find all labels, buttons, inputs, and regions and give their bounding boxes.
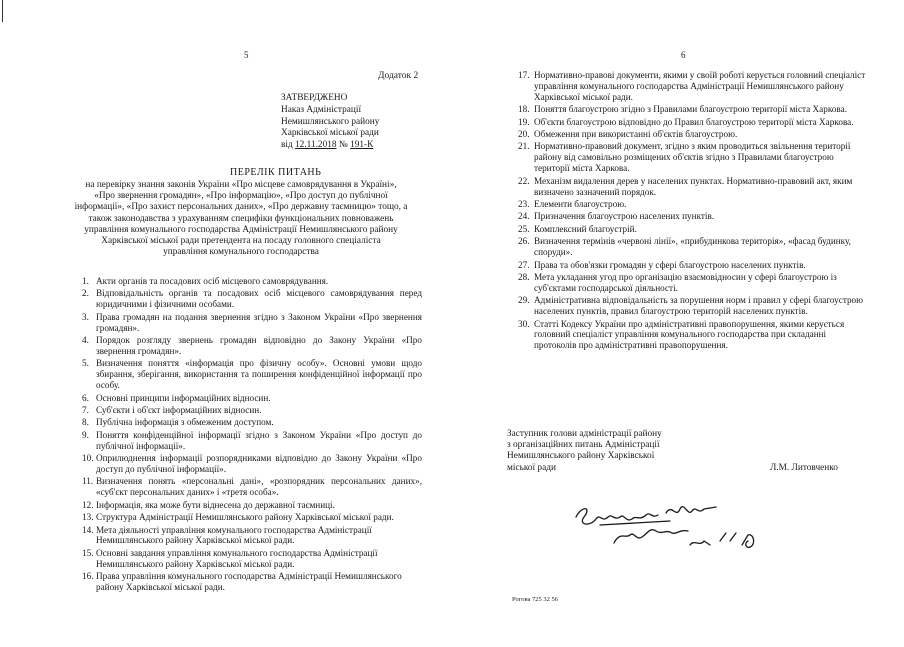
item-text: Механізм видалення дерев у населених пунктах. Нормативно-правовий акт, яким визначено зазначений порядок. <box>534 175 853 197</box>
item-number: 7. <box>82 404 89 415</box>
item-number: 22. <box>518 175 530 186</box>
list-item <box>82 335 422 357</box>
signatory-name: Л.М. Литовченко <box>770 463 838 473</box>
item-text: Права та обов'язки громадян у сфері благоустрою населених пунктів. <box>534 259 806 270</box>
approval-date-line <box>281 140 379 152</box>
approval-date: 12.11.2018 <box>295 140 337 151</box>
item-text: Об'єкти благоустрою відповідно до Правил благоустрою території міста Харкова. <box>534 116 854 127</box>
list-item <box>518 104 868 115</box>
list-item <box>82 571 422 593</box>
item-text: Структура Адміністрації Немишлянського району Харківської міської ради. <box>96 512 394 523</box>
item-text: Визначення поняття «інформація про фізичну особу». Основні умови щодо збирання, зберігання, використання та поширення конфіденційної інформації про особу. <box>96 358 422 391</box>
approval-block <box>281 93 379 152</box>
approval-line: Наказ Адміністрації <box>281 104 362 115</box>
item-text: Нормативно-правовий документ, згідно з яким проводиться звільнення території району від самовільно розміщених об'єктів згідно з Правилами благоустрою території міста Харкова. <box>534 141 851 174</box>
print-code: Рогова 725 32 56 <box>512 596 558 603</box>
item-number: 14. <box>82 524 94 535</box>
addendum-label: Додаток 2 <box>378 71 419 81</box>
item-text: Акти органів та посадових осіб місцевого самоврядування. <box>96 276 329 286</box>
subtitle-line: управління комунального господарства <box>163 247 319 258</box>
item-number: 3. <box>82 311 89 322</box>
item-text: Поняття благоустрою згідно з Правилами благоустрою території міста Харкова. <box>534 104 848 115</box>
subtitle-line: інформації», «Про захист персональних даних», «Про державну таємницю» тощо, а <box>74 202 408 213</box>
item-number: 15. <box>82 547 94 558</box>
subtitle-line: управління комунального господарства Адміністрації Немишлянського району <box>84 224 398 235</box>
approval-line: Харківської міської ради <box>281 128 379 139</box>
signatory-line: Заступник голови адміністрації району <box>507 429 662 439</box>
list-item <box>82 500 422 511</box>
list-item <box>82 430 422 452</box>
item-number: 10. <box>82 453 94 464</box>
subtitle-line: Харківської міської ради претендента на посаду головного спеціаліста <box>101 236 381 247</box>
list-item <box>82 417 422 428</box>
item-text: Відповідальність органів та посадових осіб місцевого самоврядування перед юридичними і фізичними особами. <box>96 288 422 310</box>
item-number: 29. <box>518 295 530 306</box>
item-number: 1. <box>82 276 89 286</box>
item-number: 16. <box>82 571 94 582</box>
item-number: 28. <box>518 271 530 282</box>
item-text: Оприлюднення інформації розпорядниками відповідно до Закону України «Про доступ до публічної інформації». <box>96 453 422 474</box>
item-number: 11. <box>82 476 94 487</box>
item-text: Визначення термінів «червоні лінії», «прибудинкова територія», «фасад будинку, споруди». <box>534 236 851 258</box>
document-heading: ПЕРЕЛІК ПИТАНЬ <box>230 167 322 178</box>
page-number: 5 <box>244 50 249 60</box>
item-text: Публічна інформація з обмеженим доступом. <box>96 417 274 428</box>
list-item <box>82 512 422 523</box>
item-number: 13. <box>82 512 94 523</box>
item-text: Інформація, яка може бути віднесена до державної таємниці. <box>96 499 335 510</box>
subtitle-line: на перевірку знання законів України «Про місцеве самоврядування в Україні», <box>85 180 397 190</box>
item-text: Мета діяльності управління комунального господарства Адміністрації Немишлянського району Харківської міської ради. <box>96 524 372 546</box>
item-text: Нормативно-правові документи, якими у своїй роботі керується головний спеціаліст управління комунального господарства Адміністрації Немишлянського району Харківської міської ради. <box>534 70 866 102</box>
list-item <box>518 319 868 352</box>
list-item <box>518 117 868 128</box>
list-item <box>82 476 422 498</box>
list-item <box>518 211 868 222</box>
question-list-left <box>82 276 422 594</box>
item-number: 26. <box>518 236 530 247</box>
list-item <box>518 70 868 103</box>
list-item <box>82 525 422 547</box>
list-item <box>82 405 422 416</box>
list-item <box>82 312 422 334</box>
item-text: Права управління комунального господарства Адміністрації Немишлянського району Харківської міської ради. <box>96 571 402 593</box>
approval-number: 191-К <box>350 140 374 151</box>
item-text: Визначення понять «персональні дані», «розпорядник персональних даних», «суб'єкт персональних даних» і «третя особа». <box>96 476 422 498</box>
item-number: 5. <box>82 358 89 369</box>
item-text: Поняття конфіденційної інформації згідно з Законом України «Про доступ до публічної інформації». <box>96 429 422 451</box>
list-item <box>82 393 422 404</box>
handwritten-signature <box>570 495 790 565</box>
item-number: 2. <box>82 288 89 299</box>
signatory-line: з організаційних питань Адміністрації <box>507 440 660 451</box>
item-number: 18. <box>518 104 530 115</box>
question-list-right <box>518 70 868 353</box>
item-number: 23. <box>518 198 530 209</box>
approval-title: ЗАТВЕРДЖЕНО <box>281 93 348 103</box>
item-text: Елементи благоустрою. <box>534 198 627 209</box>
item-number: 9. <box>82 429 89 440</box>
date-prefix: від <box>281 140 296 151</box>
item-number: 4. <box>82 335 89 346</box>
item-text: Комплексний благоустрій. <box>534 223 637 234</box>
item-text: Порядок розгляду звернень громадян відповідно до Закону України «Про звернення громадян». <box>96 335 422 356</box>
number-prefix: № <box>336 140 351 151</box>
item-number: 24. <box>518 211 530 222</box>
list-item <box>82 288 422 310</box>
list-item <box>518 224 868 235</box>
list-item <box>518 176 868 198</box>
item-text: Адміністративна відповідальність за порушення норм і правил у сфері благоустрою населених пунктів, правил благоустрою територій населених пунктів. <box>534 295 864 317</box>
item-text: Статті Кодексу України про адміністративні правопорушення, якими керується головний спеціаліст управління комунального господарства при складанні протоколів про адміністративні правопорушення. <box>534 318 845 351</box>
item-number: 19. <box>518 116 530 127</box>
item-text: Суб'єкти і об'єкт інформаційних відносин. <box>96 404 262 415</box>
subtitle-line: «Про звернення громадян», «Про інформацію», «Про доступ до публічної <box>94 191 388 202</box>
list-item <box>82 358 422 391</box>
list-item <box>518 260 868 271</box>
subtitle-line: також законодавства з урахуванням специфіки функціональних повноважень <box>88 213 394 224</box>
item-text: Мета укладання угод про організацію взаємовідносин у сфері благоустрою із суб'єктами господарської діяльності. <box>534 271 837 293</box>
item-text: Обмеження при використанні об'єктів благоустрою. <box>534 129 738 140</box>
item-number: 27. <box>518 259 530 270</box>
item-number: 25. <box>518 223 530 234</box>
item-number: 6. <box>82 392 89 403</box>
signatory-line: міської ради <box>507 462 556 473</box>
item-number: 17. <box>518 70 530 80</box>
page-number: 6 <box>681 50 686 60</box>
list-item <box>518 272 868 294</box>
list-item <box>518 129 868 140</box>
item-text: Призначення благоустрою населених пунктів. <box>534 211 715 222</box>
list-item <box>518 236 868 258</box>
list-item <box>518 141 868 174</box>
list-item <box>82 548 422 570</box>
approval-line: Немишлянського району <box>281 116 380 127</box>
item-number: 21. <box>518 141 530 152</box>
item-text: Основні принципи інформаційних відносин. <box>96 392 271 403</box>
document-subtitle <box>65 180 417 258</box>
item-text: Основні завдання управління комунального господарства Адміністрації Немишлянського району Харківської міської ради. <box>96 547 378 569</box>
signatory-line: Немишлянського району Харківської <box>507 451 655 462</box>
list-item <box>518 295 868 317</box>
list-item <box>82 276 422 287</box>
item-number: 20. <box>518 129 530 140</box>
item-number: 30. <box>518 318 530 329</box>
item-number: 8. <box>82 417 89 428</box>
item-text: Права громадян на подання звернення згідно з Законом України «Про звернення громадян». <box>96 311 422 333</box>
list-item <box>82 453 422 475</box>
item-number: 12. <box>82 499 94 510</box>
list-item <box>518 199 868 210</box>
